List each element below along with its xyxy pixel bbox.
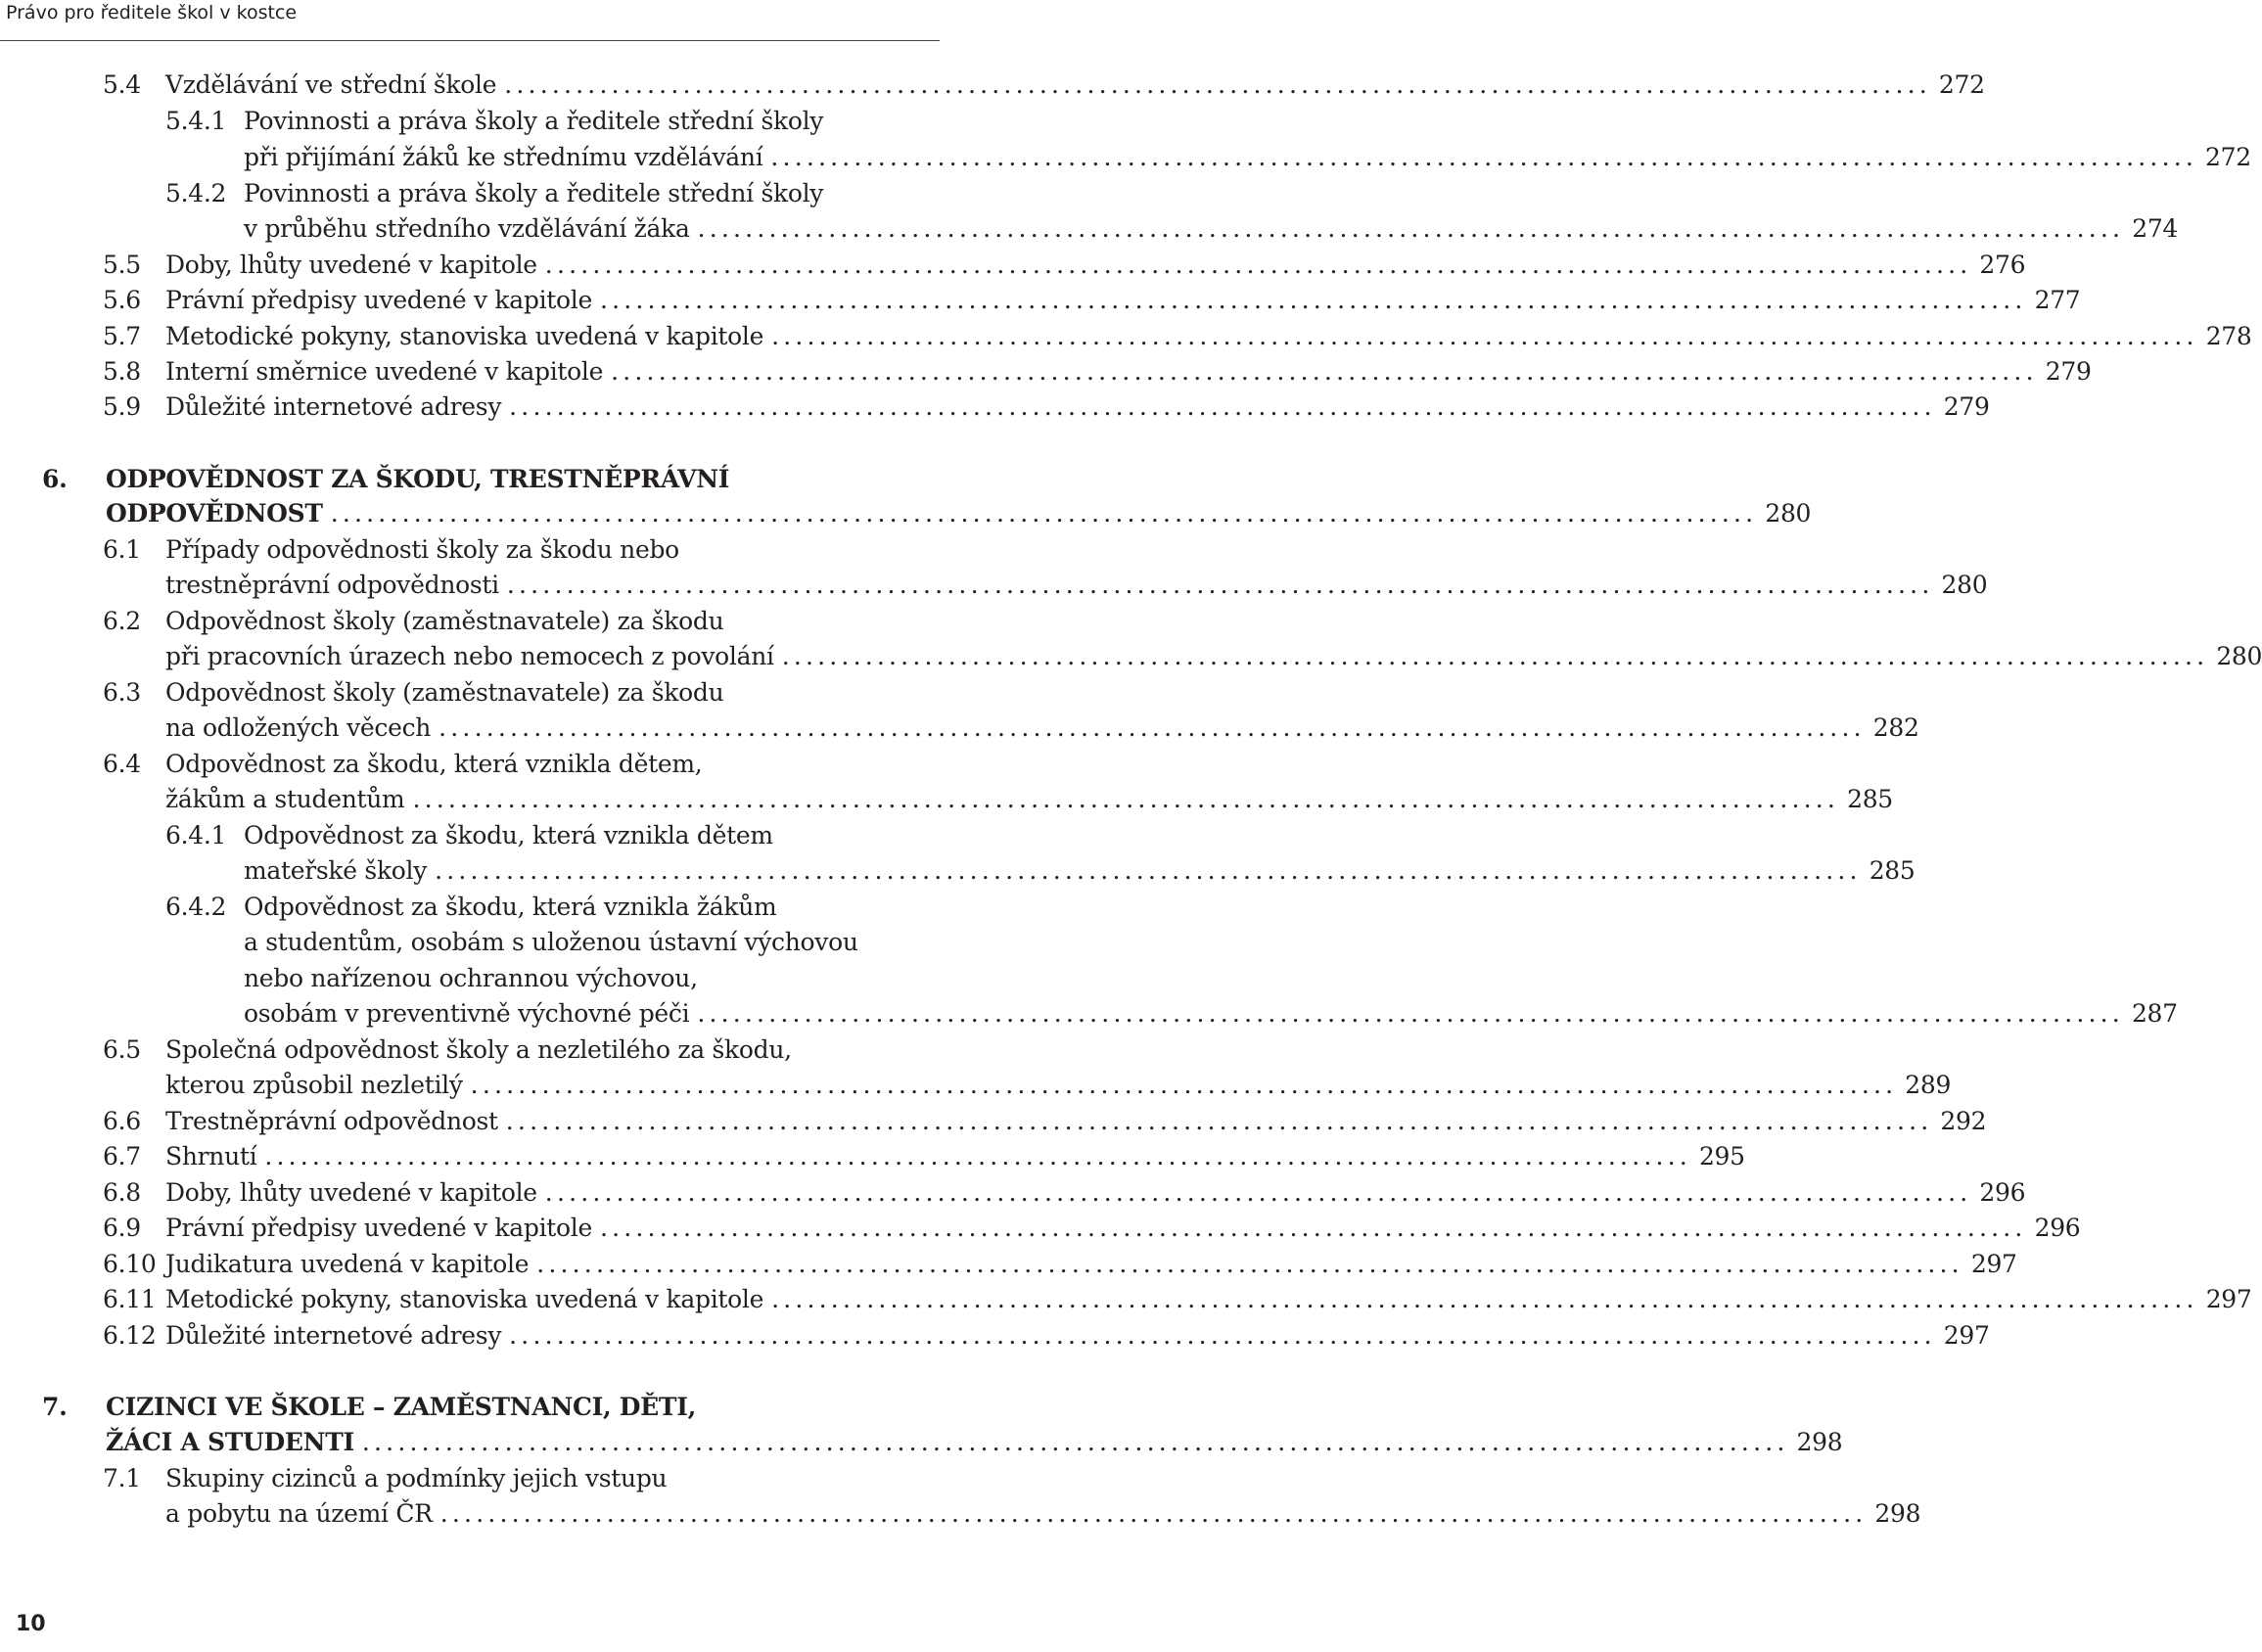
toc-entry-title: Doby, lhůty uvedené v kapitole xyxy=(165,251,537,279)
toc-entry-page: 272 xyxy=(2205,143,2251,171)
toc-entry-page: 280 xyxy=(1765,499,1812,528)
toc-entry-title: Odpovědnost za škodu, která vznikla dětem, xyxy=(165,750,703,778)
page-number: 10 xyxy=(16,1612,46,1636)
toc-dot-leader: ........................................................................................................................ xyxy=(412,785,1840,813)
toc-dot-leader: ........................................................................................................................ xyxy=(697,214,2125,243)
toc-entry xyxy=(0,283,2081,318)
toc-entry-title: Povinnosti a práva školy a ředitele střední školy xyxy=(244,107,824,135)
toc-entry-page: 277 xyxy=(2034,286,2081,314)
toc-dot-leader: ........................................................................................................................ xyxy=(435,856,1862,885)
toc-dot-leader: ........................................................................................................................ xyxy=(544,1178,1972,1207)
toc-entry xyxy=(0,1282,2252,1317)
toc-entry-number: 5.4.1 xyxy=(165,107,227,135)
toc-dot-leader: ........................................................................................................................ xyxy=(264,1142,1691,1170)
toc-entry xyxy=(0,248,2026,283)
toc-entry-page: 279 xyxy=(1943,392,1990,421)
toc-entry-number: 6.12 xyxy=(103,1321,157,1350)
toc-dot-leader: ........................................................................................................................ xyxy=(361,1428,1789,1456)
toc-entry-title: Případy odpovědnosti školy za škodu nebo xyxy=(165,535,679,564)
toc-entry-title: Interní směrnice uvedené v kapitole xyxy=(165,357,604,386)
toc-entry-number: 7.1 xyxy=(103,1464,141,1492)
toc-entry xyxy=(0,604,940,639)
toc-entry-number: 5.8 xyxy=(103,357,141,386)
toc-entry-page: 280 xyxy=(1941,571,1988,599)
toc-entry-title: na odložených věcech xyxy=(165,713,432,742)
toc-entry-title: Důležité internetové adresy xyxy=(165,1321,502,1350)
toc-dot-leader: ........................................................................................................................ xyxy=(439,1499,1868,1528)
toc-entry xyxy=(0,568,1988,603)
toc-entry xyxy=(0,639,2262,674)
toc-entry-title: Odpovědnost za škodu, která vznikla žákům xyxy=(244,893,777,921)
toc-entry-page: 292 xyxy=(1940,1107,1987,1135)
toc-entry xyxy=(0,1425,1843,1460)
toc-entry-title: a pobytu na území ČR xyxy=(165,1499,433,1528)
header-title: Právo pro ředitele škol v kostce xyxy=(6,2,298,23)
toc-entry-page: 297 xyxy=(1970,1250,2017,1278)
toc-entry xyxy=(0,925,940,960)
toc-entry xyxy=(0,390,1990,425)
toc-entry xyxy=(0,176,940,211)
toc-entry xyxy=(0,68,1985,103)
toc-entry-page: 272 xyxy=(1938,70,1985,99)
toc-dot-leader: ........................................................................................................................ xyxy=(536,1250,1963,1278)
toc-entry-number: 5.6 xyxy=(103,286,141,314)
toc-entry-number: 6.6 xyxy=(103,1107,141,1135)
toc-entry xyxy=(0,211,2179,247)
toc-entry-title: při přijímání žáků ke střednímu vzdělávání xyxy=(244,143,763,171)
toc-entry xyxy=(0,675,940,711)
toc-entry-number: 6.11 xyxy=(103,1285,157,1313)
toc-entry xyxy=(0,104,940,139)
toc-entry xyxy=(0,1461,940,1496)
toc-entry xyxy=(0,1247,2017,1282)
toc-entry-page: 297 xyxy=(1943,1321,1990,1350)
toc-dot-leader: ........................................................................................................................ xyxy=(781,642,2209,670)
toc-entry-title: Společná odpovědnost školy a nezletilého za škodu, xyxy=(165,1035,792,1064)
toc-entry-number: 5.7 xyxy=(103,322,141,350)
toc-entry-number: 6.5 xyxy=(103,1035,141,1064)
toc-entry-title: Důležité internetové adresy xyxy=(165,392,502,421)
toc-entry xyxy=(0,462,940,497)
toc-entry-title: Právní předpisy uvedené v kapitole xyxy=(165,286,592,314)
toc-entry-page: 282 xyxy=(1872,713,1919,742)
toc-entry-title: žákům a studentům xyxy=(165,785,405,813)
toc-entry-number: 6.1 xyxy=(103,535,141,564)
toc-entry-page: 285 xyxy=(1847,785,1893,813)
toc-entry xyxy=(0,354,2092,390)
toc-entry-page: 289 xyxy=(1905,1071,1952,1099)
toc-entry-number: 6.8 xyxy=(103,1178,141,1207)
toc-dot-leader: ........................................................................................................................ xyxy=(544,251,1972,279)
toc-entry-page: 287 xyxy=(2131,999,2178,1028)
toc-entry-title: v průběhu středního vzdělávání žáka xyxy=(244,214,690,243)
toc-entry-title: Vzdělávání ve střední škole xyxy=(165,70,497,99)
toc-entry-number: 5.4 xyxy=(103,70,141,99)
toc-entry-number: 5.4.2 xyxy=(165,179,227,207)
toc-entry-page: 297 xyxy=(2205,1285,2252,1313)
toc-entry-title: Doby, lhůty uvedené v kapitole xyxy=(165,1178,537,1207)
toc-entry-title: Trestněprávní odpovědnost xyxy=(165,1107,498,1135)
toc-entry-number: 6.2 xyxy=(103,607,141,635)
toc-entry-number: 6.3 xyxy=(103,678,141,707)
toc-entry-title: Shrnutí xyxy=(165,1142,257,1170)
toc-entry xyxy=(0,853,1916,889)
toc-entry xyxy=(0,496,1812,531)
toc-entry-number: 5.5 xyxy=(103,251,141,279)
toc-entry xyxy=(0,140,2251,175)
toc-entry-page: 295 xyxy=(1698,1142,1745,1170)
toc-dot-leader: ........................................................................................................................ xyxy=(506,571,1934,599)
toc-entry xyxy=(0,1211,2081,1246)
toc-dot-leader: ........................................................................................................................ xyxy=(771,1285,2198,1313)
toc-dot-leader: ........................................................................................................................ xyxy=(599,1214,2027,1242)
toc-entry-number: 6.7 xyxy=(103,1142,141,1170)
toc-entry-page: 279 xyxy=(2045,357,2092,386)
toc-entry-title: a studentům, osobám s uloženou ústavní výchovou xyxy=(244,928,858,956)
toc-entry xyxy=(0,961,940,996)
toc-entry-title: při pracovních úrazech nebo nemocech z povolání xyxy=(165,642,774,670)
toc-entry-page: 274 xyxy=(2132,214,2179,243)
toc-entry-title: nebo nařízenou ochrannou výchovou, xyxy=(244,964,698,992)
toc-dot-leader: ........................................................................................................................ xyxy=(770,143,2198,171)
toc-entry xyxy=(0,711,1919,746)
toc-entry-title: Právní předpisy uvedené v kapitole xyxy=(165,1214,592,1242)
toc-entry xyxy=(0,1496,1921,1532)
toc-entry-number: 6.10 xyxy=(103,1250,157,1278)
toc-entry-page: 278 xyxy=(2205,322,2252,350)
toc-entry-title: osobám v preventivně výchovné péči xyxy=(244,999,690,1028)
toc-entry xyxy=(0,1175,2026,1211)
toc-entry xyxy=(0,818,940,853)
toc-dot-leader: ........................................................................................................................ xyxy=(504,70,1931,99)
toc-entry xyxy=(0,319,2252,354)
toc-entry-title: Metodické pokyny, stanoviska uvedená v kapitole xyxy=(165,1285,764,1313)
toc-dot-leader: ........................................................................................................................ xyxy=(505,1107,1933,1135)
toc-dot-leader: ........................................................................................................................ xyxy=(509,1321,1936,1350)
toc-dot-leader: ........................................................................................................................ xyxy=(697,999,2124,1028)
toc-entry-title: kterou způsobil nezletilý xyxy=(165,1071,463,1099)
toc-entry-title: Odpovědnost za škodu, která vznikla dětem xyxy=(244,821,773,849)
toc-dot-leader: ........................................................................................................................ xyxy=(330,499,1758,528)
toc-dot-leader: ........................................................................................................................ xyxy=(611,357,2038,386)
toc-entry-title: Odpovědnost školy (zaměstnavatele) za škodu xyxy=(165,678,724,707)
toc-entry xyxy=(0,532,940,568)
toc-entry-number: 6.4.1 xyxy=(165,821,227,849)
toc-entry-title: trestněprávní odpovědnosti xyxy=(165,571,499,599)
toc-entry-page: 280 xyxy=(2216,642,2262,670)
toc-entry-page: 296 xyxy=(2034,1214,2081,1242)
toc-entry xyxy=(0,1104,1987,1139)
toc-entry-page: 276 xyxy=(1979,251,2026,279)
toc-entry xyxy=(0,996,2178,1032)
toc-entry-title: Povinnosti a práva školy a ředitele střední školy xyxy=(244,179,824,207)
toc-entry-title: Judikatura uvedená v kapitole xyxy=(165,1250,530,1278)
toc-entry xyxy=(0,1032,940,1068)
toc-entry-title: ODPOVĚDNOST xyxy=(106,499,323,528)
toc-entry-title: mateřské školy xyxy=(244,856,428,885)
toc-dot-leader: ........................................................................................................................ xyxy=(439,713,1866,742)
toc-entry xyxy=(0,782,1893,817)
toc-entry-number: 6.4 xyxy=(103,750,141,778)
toc-entry-number: 6.9 xyxy=(103,1214,141,1242)
toc-entry-title: Metodické pokyny, stanoviska uvedená v kapitole xyxy=(165,322,764,350)
toc-entry-title: ODPOVĚDNOST ZA ŠKODU, TRESTNĚPRÁVNÍ xyxy=(106,465,730,493)
toc-entry xyxy=(0,1390,940,1425)
toc-dot-leader: ........................................................................................................................ xyxy=(599,286,2027,314)
toc-dot-leader: ........................................................................................................................ xyxy=(771,322,2198,350)
toc-entry xyxy=(0,890,940,925)
toc-entry-number: 6. xyxy=(42,465,68,493)
toc-entry-page: 298 xyxy=(1796,1428,1843,1456)
toc-dot-leader: ........................................................................................................................ xyxy=(509,392,1936,421)
toc-entry xyxy=(0,747,940,782)
toc-entry-number: 6.4.2 xyxy=(165,893,227,921)
toc-entry-number: 7. xyxy=(42,1393,68,1421)
toc-entry-title: Skupiny cizinců a podmínky jejich vstupu xyxy=(165,1464,668,1492)
toc-entry xyxy=(0,1318,1990,1354)
toc-entry-title: Odpovědnost školy (zaměstnavatele) za škodu xyxy=(165,607,724,635)
toc-entry xyxy=(0,1068,1952,1103)
toc-dot-leader: ........................................................................................................................ xyxy=(470,1071,1898,1099)
toc-entry-page: 298 xyxy=(1874,1499,1921,1528)
toc-entry xyxy=(0,1139,1745,1174)
toc-entry-title: CIZINCI VE ŠKOLE – ZAMĚSTNANCI, DĚTI, xyxy=(106,1393,697,1421)
toc-entry-number: 5.9 xyxy=(103,392,141,421)
toc-entry-page: 296 xyxy=(1979,1178,2026,1207)
toc-entry-page: 285 xyxy=(1869,856,1916,885)
toc-entry-title: ŽÁCI A STUDENTI xyxy=(106,1428,354,1456)
